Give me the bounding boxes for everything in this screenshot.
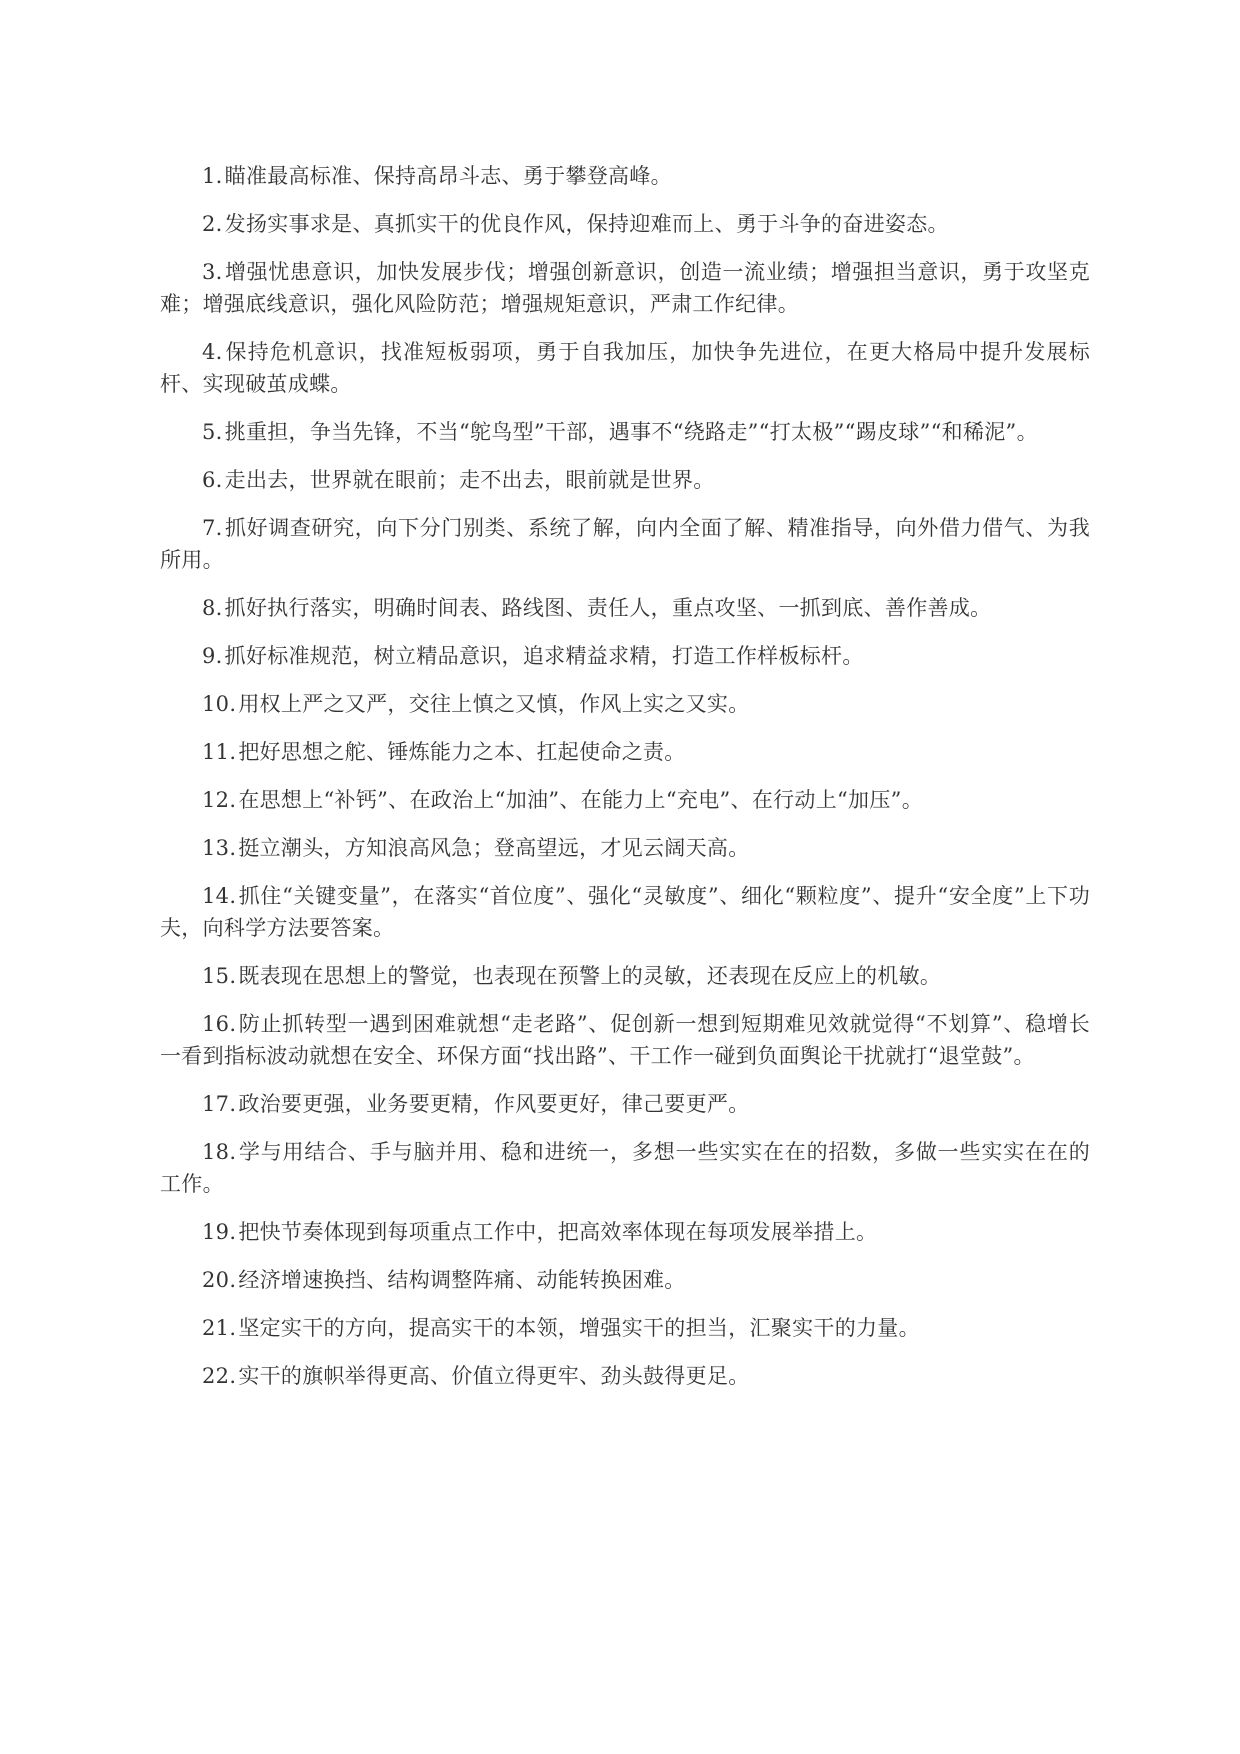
item-number: 8. [202,596,223,620]
item-text: 抓好标准规范，树立精品意识，追求精益求精，打造工作样板标杆。 [224,644,864,668]
item-number: 22. [202,1364,237,1388]
document-body [160,160,1090,1408]
list-item [160,208,1090,240]
list-item [160,512,1090,576]
list-item [160,784,1090,816]
item-number: 4. [202,340,223,364]
list-item [160,1136,1090,1200]
item-number: 7. [202,516,223,540]
item-number: 19. [202,1220,237,1244]
item-text: 学与用结合、手与脑并用、稳和进统一，多想一些实实在在的招数，多做一些实实在在的工作。 [160,1140,1090,1196]
item-number: 3. [202,260,223,284]
list-item [160,832,1090,864]
list-item [160,1008,1090,1072]
list-item [160,1264,1090,1296]
item-number: 14. [202,884,237,908]
list-item [160,640,1090,672]
item-text: 在思想上“补钙”、在政治上“加油”、在能力上“充电”、在行动上“加压”。 [238,788,923,812]
item-number: 18. [202,1140,237,1164]
list-item [160,688,1090,720]
item-text: 走出去，世界就在眼前；走不出去，眼前就是世界。 [224,468,715,492]
item-text: 经济增速换挡、结构调整阵痛、动能转换困难。 [238,1268,686,1292]
item-number: 20. [202,1268,237,1292]
item-text: 把好思想之舵、锤炼能力之本、扛起使命之责。 [238,740,686,764]
item-number: 13. [202,836,237,860]
item-number: 10. [202,692,237,716]
list-item [160,464,1090,496]
list-item [160,592,1090,624]
item-number: 12. [202,788,237,812]
item-text: 实干的旗帜举得更高、价值立得更牢、劲头鼓得更足。 [238,1364,750,1388]
list-item [160,1312,1090,1344]
list-item [160,880,1090,944]
item-text: 坚定实干的方向，提高实干的本领，增强实干的担当，汇聚实干的力量。 [238,1316,920,1340]
list-item [160,736,1090,768]
list-item [160,416,1090,448]
item-number: 16. [202,1012,237,1036]
item-number: 1. [202,164,223,188]
list-item [160,1088,1090,1120]
item-text: 挑重担，争当先锋，不当“鸵鸟型”干部，遇事不“绕路走”“打太极”“踢皮球”“和稀泥”。 [224,420,1038,444]
list-item [160,256,1090,320]
item-text: 抓好执行落实，明确时间表、路线图、责任人，重点攻坚、一抓到底、善作善成。 [224,596,992,620]
item-number: 5. [202,420,223,444]
list-item [160,160,1090,192]
item-text: 把快节奏体现到每项重点工作中，把高效率体现在每项发展举措上。 [238,1220,878,1244]
item-text: 用权上严之又严，交往上慎之又慎，作风上实之又实。 [238,692,750,716]
item-text: 抓好调查研究，向下分门别类、系统了解，向内全面了解、精准指导，向外借力借气、为我所用。 [160,516,1090,572]
item-number: 15. [202,964,237,988]
item-number: 6. [202,468,223,492]
item-number: 21. [202,1316,237,1340]
item-text: 增强忧患意识，加快发展步伐；增强创新意识，创造一流业绩；增强担当意识，勇于攻坚克难；增强底线意识，强化风险防范；增强规矩意识，严肃工作纪律。 [160,260,1090,316]
item-text: 发扬实事求是、真抓实干的优良作风，保持迎难而上、勇于斗争的奋进姿态。 [224,212,949,236]
item-text: 抓住“关键变量”，在落实“首位度”、强化“灵敏度”、细化“颗粒度”、提升“安全度”上下功夫，向科学方法要答案。 [160,884,1090,940]
item-number: 9. [202,644,223,668]
item-text: 挺立潮头，方知浪高风急；登高望远，才见云阔天高。 [238,836,750,860]
list-item [160,1216,1090,1248]
item-number: 11. [202,740,237,764]
list-item [160,960,1090,992]
item-text: 防止抓转型一遇到困难就想“走老路”、促创新一想到短期难见效就觉得“不划算”、稳增长一看到指标波动就想在安全、环保方面“找出路”、干工作一碰到负面舆论干扰就打“退堂鼓”。 [160,1012,1090,1068]
item-text: 瞄准最高标准、保持高昂斗志、勇于攀登高峰。 [224,164,672,188]
list-item [160,1360,1090,1392]
list-item [160,336,1090,400]
item-number: 17. [202,1092,237,1116]
item-text: 政治要更强，业务要更精，作风要更好，律己要更严。 [238,1092,750,1116]
item-number: 2. [202,212,223,236]
item-text: 既表现在思想上的警觉，也表现在预警上的灵敏，还表现在反应上的机敏。 [238,964,942,988]
item-text: 保持危机意识，找准短板弱项，勇于自我加压，加快争先进位，在更大格局中提升发展标杆、实现破茧成蝶。 [160,340,1090,396]
